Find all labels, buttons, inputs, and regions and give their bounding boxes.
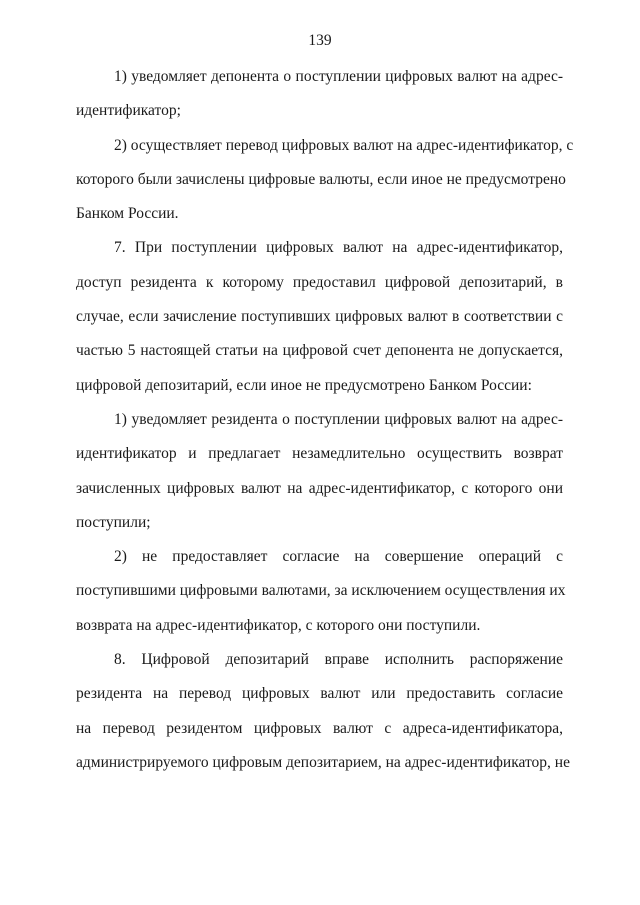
text-line: доступ резидента к которому предоставил цифровой депозитарий, в	[76, 273, 563, 291]
text-line: 1) уведомляет депонента о поступлении цифровых валют на адрес-	[114, 68, 563, 85]
text-line: возврата на адрес-идентификатор, с которого они поступили.	[76, 616, 481, 634]
text-line: идентификатор и предлагает незамедлительно осуществить возврат	[76, 445, 563, 463]
text-line: 2) осуществляет перевод цифровых валют на адрес-идентификатор, с	[114, 136, 574, 154]
text-line: Банком России.	[76, 205, 179, 223]
text-line: случае, если зачисление поступивших цифровых валют в соответствии с	[76, 308, 563, 326]
document-body	[76, 60, 574, 780]
text-line: 2) не предоставляет согласие на совершение операций с	[114, 548, 563, 566]
text-line: резидента на перевод цифровых валют или предоставить согласие	[76, 685, 563, 703]
text-line: 7. При поступлении цифровых валют на адрес-идентификатор,	[114, 239, 563, 257]
text-line: на перевод резидентом цифровых валют с адреса-идентификатора,	[76, 719, 563, 737]
text-line: частью 5 настоящей статьи на цифровой счет депонента не допускается,	[76, 342, 563, 360]
text-line: которого были зачислены цифровые валюты, если иное не предусмотрено	[76, 170, 566, 188]
text-line: 8. Цифровой депозитарий вправе исполнить распоряжение	[114, 651, 563, 669]
text-line: поступили;	[76, 513, 151, 531]
text-line: поступившими цифровыми валютами, за исключением осуществления их	[76, 582, 566, 600]
text-line: идентификатор;	[76, 102, 181, 120]
text-line: цифровой депозитарий, если иное не предусмотрено Банком России:	[76, 376, 532, 394]
text-line: зачисленных цифровых валют на адрес-идентификатор, с которого они	[76, 479, 563, 497]
text-line: администрируемого цифровым депозитарием, на адрес-идентификатор, не	[76, 753, 570, 771]
page-number: 139	[308, 32, 332, 49]
text-line: 1) уведомляет резидента о поступлении цифровых валют на адрес-	[114, 410, 563, 428]
